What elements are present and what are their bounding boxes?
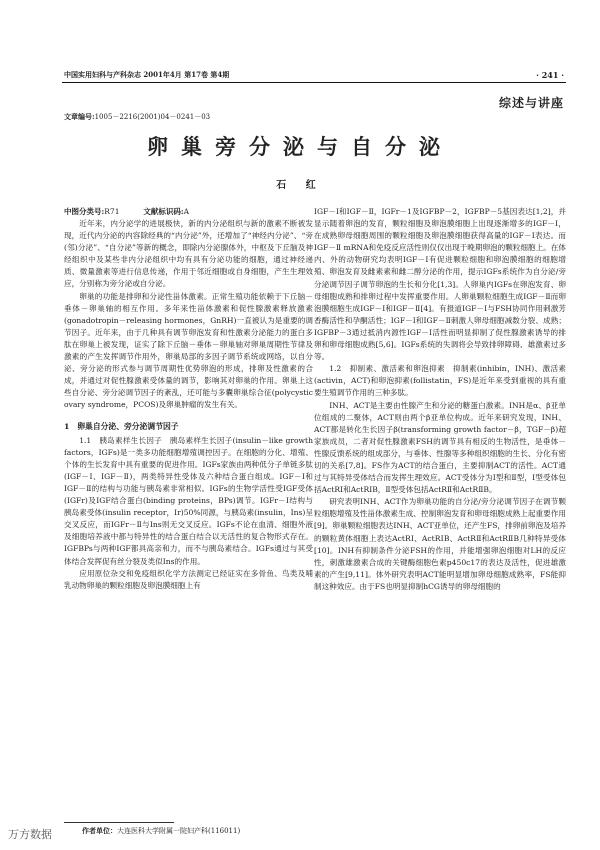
clc-label: 中图分类号: xyxy=(64,207,105,216)
watermark: 万方数据 xyxy=(8,828,52,841)
footnote-rule xyxy=(64,822,174,823)
right-column xyxy=(314,206,566,593)
paragraph: 1.1 胰岛素样生长因子 胰岛素样生长因子(insulin－like growth factors，IGFs)是一类多功能细胞增殖调控因子。在细胞的分化、增殖、个体的生长发育中具有重要的促进作用。IGFs家族由两种低分子单链多肽(IGF－Ⅰ、IGF－Ⅱ)，两类特异性受体及六种结合蛋白组成。IGF－Ⅰ和IGF－Ⅱ的结构与功能与胰岛素非常相似。IGFs的生物学活性受IGF受体(IGFr)及IGF结合蛋白(binding proteins，BPs)调节。IGFr－Ⅰ结构与胰岛素受体(insulin receptor，Ir)50%同源，与胰岛素(insulin，Ins)呈交叉反应，而IGFr－Ⅱ与Ins则无交叉反应。IGFs不论在血清、细胞外液及细胞培养液中都与特异性的结合蛋白结合以无活性的复合物形式存在。IGFBPs与两种IGF都具高亲和力，而不与胰岛素结合。IGFs通过与其受体结合发挥促有丝分裂及类似Ins的作用。 xyxy=(64,435,313,566)
paragraph: 卵巢的功能是排卵和分泌性甾体激素。正常生殖功能依赖于下丘脑－垂体－卵巢轴的相互作用。多年来性甾体激素和促性腺激素释放激素(gonadotropin－releasing hormones，GnRH)一直被认为是重要的调节因子。近年来，由于几种具有调节卵泡发育和性激素分泌能力的蛋白多肽在卵巢上被发现，证实了除下丘脑－垂体－卵巢轴对卵巢周期性节律及激素的产生发挥调节作用外，卵巢局部的多因子调节系统或网络，以自分泌、旁分泌的形式参与调节周期性优势卵泡的形成，排卵及性激素的合成，并通过对促性腺激素受体量的调节，影响其对卵巢的作用。卵巢上这些自分泌、旁分泌调节因子的紊乱，还可能与多囊卵巢综合征(polycystic ovary syndrome，PCOS)及卵巢肿瘤的发生有关。 xyxy=(64,291,313,410)
author-affiliation xyxy=(82,826,240,836)
classification-meta xyxy=(64,206,189,217)
author: 石 红 xyxy=(276,180,324,191)
header-rule xyxy=(62,82,566,83)
article-title: 卵巢旁分泌与自分泌 xyxy=(147,134,453,159)
paragraph: IGF－Ⅰ和IGF－Ⅱ，IGFr－1及IGFBP－2，IGFBP－5基因表达[1,2]，并显示随着卵泡的发育，颗粒细胞及卵泡膜细胞上出现逐渐增多的IGF－Ⅰ，在成熟卵母细胞周围的颗粒细胞及卵泡膜细胞获得高量的IGF－Ⅰ表达。而IGF－Ⅱ mRNA和免疫反应活性则仅仅出现于晚期卵泡的颗粒细胞上。在体内、外的动物研究均表明IGF－Ⅰ有促进颗粒细胞和卵泡膜细胞的细胞增殖、卵泡发育及雌素素和雌二醇分泌的作用，提示IGFs系统作为自分泌/旁分泌调节因子调节卵泡的生长和分化[1,3]。人卵巢内IGFs在卵泡发育、卵母细胞成熟和排卵过程中发挥重要作用。人卵巢颗粒细胞生成IGF－Ⅱ而卵泡膜细胞生成IGF－Ⅰ和IGF－Ⅱ[4]。有报道IGF－Ⅰ与FSH协同作用刺激芳香酶活性和孕酮活性；IGF－Ⅰ和IGF－Ⅱ刺激人卵母细胞减数分裂、成熟；IGFBP－3通过抵消内源性IGF－Ⅰ活性而明显抑制了促性腺激素诱导的排卵和卵母细胞成熟[5,6]。IGFs系统的失调将会导致排卵障碍、雄激素过多等。 xyxy=(314,207,566,362)
article-id-value: 1005－2216(2001)04－0241－03 xyxy=(94,113,211,121)
page-number: · 241 · xyxy=(536,70,564,80)
doc-code-value: A xyxy=(183,207,190,216)
clc-value: R71 xyxy=(104,207,120,216)
article-id xyxy=(64,112,210,122)
doc-code-label: 文献标识码: xyxy=(143,207,184,216)
subsection-heading: 1.2 抑制素、激活素和卵泡抑素 抑制素(inhibin，INH)、激活素(activin，ACT)和卵泡抑素(follistatin，FS)是近年来受到重视的具有重要生殖调节作用的三种多肽。 xyxy=(314,364,566,398)
journal-header: 中国实用妇科与产科杂志 2001年4月 第17卷 第4期 xyxy=(64,70,230,79)
article-id-label: 文章编号: xyxy=(64,112,95,121)
affiliation-value: 大连医科大学附属一院妇产科(116011) xyxy=(117,827,241,835)
paragraph: 近年来，内分泌学的进展极快，新的内分泌组织与新的激素不断被发现，近代内分泌的内容除经典的“内分泌”外，还增加了“神经内分泌”、“旁(邻)分泌”、“自分泌”等新的概念，即除内分泌腺体外，中枢及下丘脑及神经组织中及某些非内分泌组织中均有具有分泌功能的细胞，通过神经递质、微量激素等进行信息传递，作用于邻近细胞或自身细胞，产生生理效应，分别称为旁分泌或自分泌。 xyxy=(64,219,313,289)
left-column xyxy=(64,218,313,592)
section-label: 综述与讲座 xyxy=(498,96,564,110)
paragraph: 研究表明INH、ACT作为卵巢功能的自分泌/旁分泌调节因子在调节颗粒细胞增殖及性甾体激素生成、控制卵泡发育和卵母细胞成熟上起重要作用[9]。卵巢颗粒细胞表达INH、ACT亚单位，还产生FS，排卵前卵泡及培养的颗粒黄体细胞上表达ActRⅠ、ActRⅠB、ActRⅡ和ActRⅡB几种特异受体[10]。INH有抑制条件分泌FSH的作用，并能增强卵泡细胞对LH的反应性，刺激雄激素合成的关键酶细胞色素p450c17的表达及活性，促进雄激素的产生[9,11]。体外研究表明ACT能明显增加卵母细胞成熟率，FS能抑制这种效应。由于FS也明显抑制hCG诱导的卵母细胞的 xyxy=(314,497,566,591)
affiliation-label: 作者单位： xyxy=(82,826,117,835)
paragraph: INH、ACT是主要由性腺产生和分泌的糖蛋白激素。INH是α、β亚单位组成的二聚体，ACT则由两个β亚单位构成。近年来研究发现，INH、ACT都是转化生长因子β(transforming growth factor－β，TGF－β)超家族成员，二者对促性腺激素FSH的调节具有相反的生物活性，是垂体－性腺反馈系统的组成部分，与垂体、性腺等多种组织细胞的生长、分化有密切的关系[7,8]。FS作为ACT的结合蛋白，主要抑制ACT的活性。ACT通过与其特异受体结合而发挥生理效应。ACT受体分为Ⅰ型和Ⅱ型，Ⅰ型受体包括ActRⅠ和ActRⅠB，Ⅱ型受体包括ActRⅡ和ActRⅡB。 xyxy=(314,400,566,495)
paragraph: 应用原位杂交和免疫组织化学方法测定已经证实在多骨鱼、鸟类及哺乳动物卵巢的颗粒细胞及卵泡膜细胞上有 xyxy=(64,568,313,590)
section-heading: 1 卵巢自分泌、旁分泌调节因子 xyxy=(64,421,179,431)
